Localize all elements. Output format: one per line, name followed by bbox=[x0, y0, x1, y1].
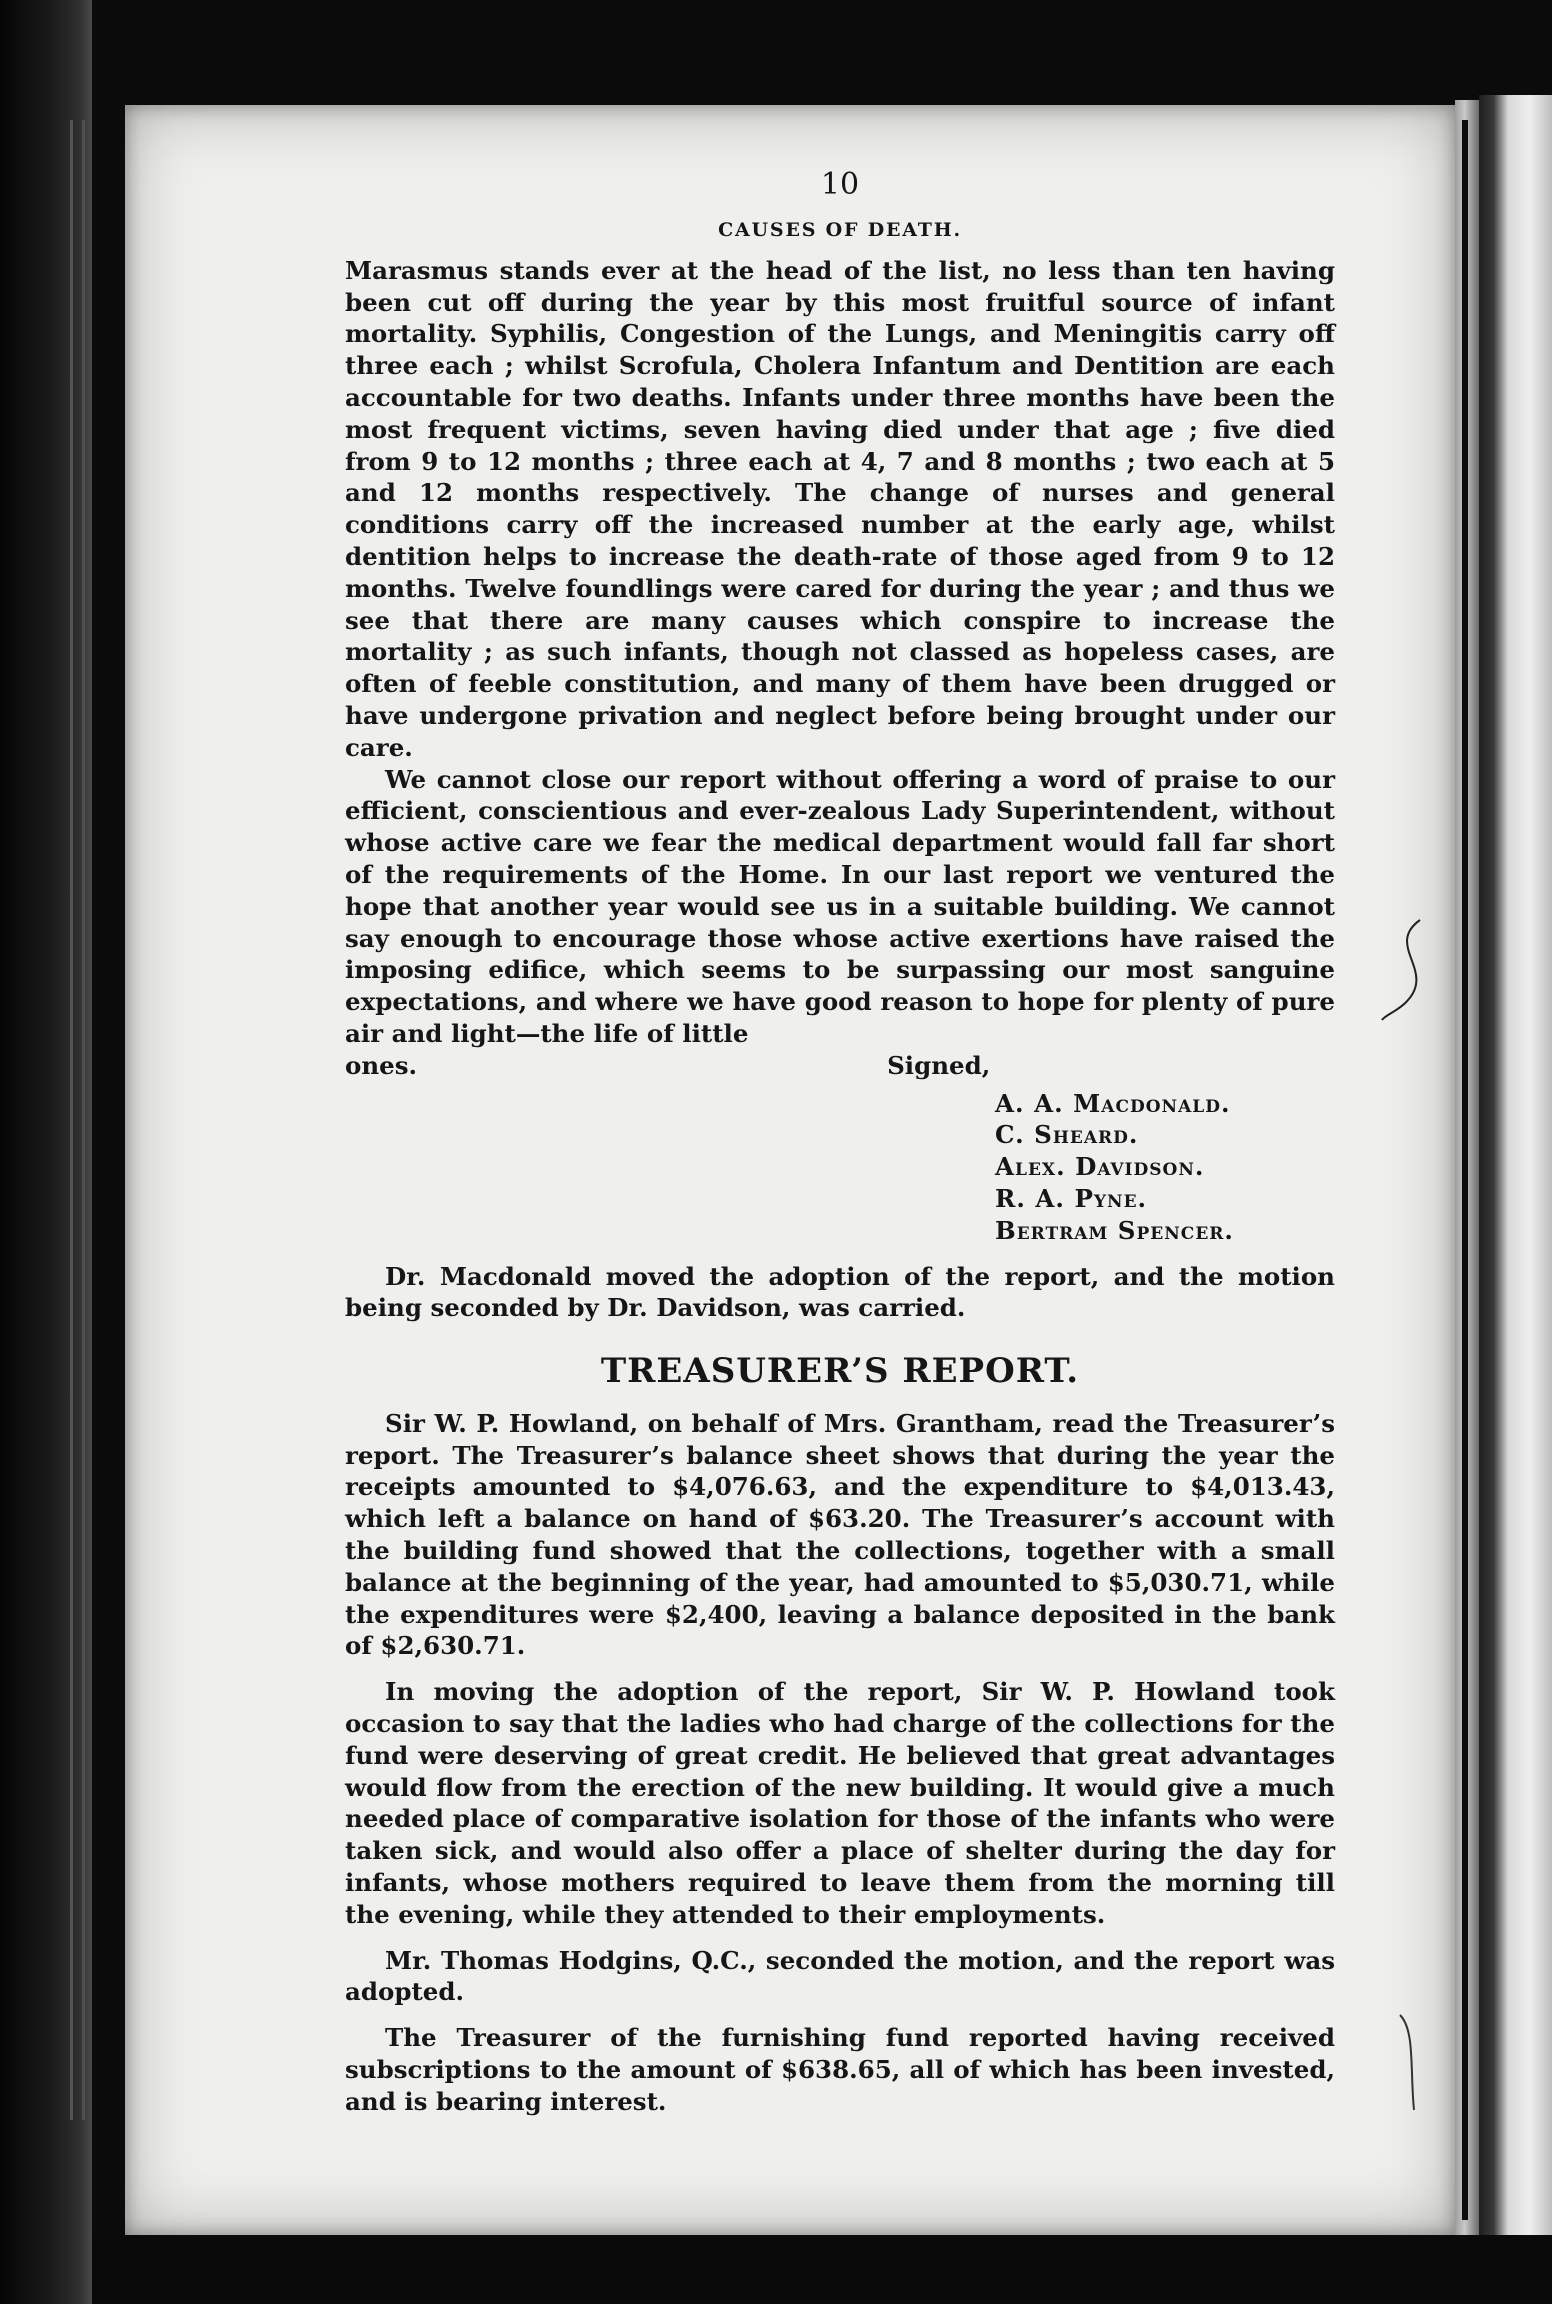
praise-closing-word: ones. bbox=[345, 1050, 418, 1080]
adoption-paragraph: Dr. Macdonald moved the adoption of the report, and the motion being seconded by Dr. Davidson, was carried. bbox=[345, 1261, 1335, 1323]
page-number: 10 bbox=[820, 167, 860, 202]
scan-bottom-border bbox=[92, 2235, 1552, 2304]
hodgins-paragraph: Mr. Thomas Hodgins, Q.C., seconded the motion, and the report was adopted. bbox=[345, 1945, 1335, 2007]
section-heading-causes-of-death: CAUSES OF DEATH. bbox=[718, 219, 962, 241]
signatory: Bertram Spencer. bbox=[995, 1215, 1234, 1245]
scan-streak bbox=[82, 120, 85, 2120]
page-edge-line bbox=[1462, 120, 1468, 2220]
handwritten-mark bbox=[1390, 2010, 1430, 2120]
signed-line bbox=[345, 1050, 1335, 1082]
treasurer-report-paragraph: Sir W. P. Howland, on behalf of Mrs. Grantham, read the Treasurer’s report. The Treasurer’s balance sheet shows that during the year the receipts amounted to $4,076.63, and the expenditure to $4,013.43, which left a balance on hand of $63.20. The Treasurer’s account with the building fund showed that the collections, together with a small balance at the beginning of the year, had amounted to $5,030.71, while the expenditures were $2,400, leaving a balance deposited in the bank of $2,630.71. bbox=[345, 1408, 1335, 1661]
moving-adoption-paragraph: In moving the adoption of the report, Sir W. P. Howland took occasion to say that the ladies who had charge of the collections for the fund were deserving of great credit. He believed that great advantages would flow from the erection of the new building. It would give a much needed place of comparative isolation for those of the infants who were taken sick, and would also offer a place of shelter during the day for infants, whose mothers required to leave them from the morning till the evening, while they attended to their employments. bbox=[345, 1677, 1335, 1929]
facing-page-edge bbox=[1479, 95, 1552, 2255]
signatory: C. Sheard. bbox=[995, 1120, 1139, 1150]
signatory: A. A. Macdonald. bbox=[995, 1088, 1231, 1118]
signatory: R. A. Pyne. bbox=[995, 1183, 1148, 1213]
signatory: Alex. Davidson. bbox=[995, 1152, 1205, 1182]
signatory-list bbox=[345, 1088, 1335, 1247]
treasurer-report-heading: TREASURER’S REPORT. bbox=[600, 1351, 1080, 1392]
causes-of-death-paragraph: Marasmus stands ever at the head of the list, no less than ten having been cut off during the year by this most fruitful source of infant mortality. Syphilis, Congestion of the Lungs, and Meningitis carry off three each ; whilst Scrofula, Cholera Infantum and Dentition are each accountable for two deaths. Infants under three months have been the most frequent victims, seven having died under that age ; five died from 9 to 12 months ; three each at 4, 7 and 8 months ; two each at 5 and 12 months respectively. The change of nurses and general conditions carry off the increased number at the early age, whilst dentition helps to increase the death-rate of those aged from 9 to 12 months. Twelve foundlings were cared for during the year ; and thus we see that there are many causes which conspire to increase the mortality ; as such infants, though not classed as hopeless cases, are often of feeble constitution, and many of them have been drugged or have undergone privation and neglect before being brought under our care. bbox=[345, 255, 1335, 762]
signed-label: Signed, bbox=[887, 1050, 991, 1080]
furnishing-fund-paragraph: The Treasurer of the furnishing fund reported having received subscriptions to the amount of $638.65, all of which has been invested, and is bearing interest. bbox=[345, 2023, 1335, 2116]
page-content bbox=[345, 155, 1335, 2118]
handwritten-bracket-mark bbox=[1380, 910, 1450, 1035]
scan-left-binding bbox=[0, 0, 92, 2304]
scan-streak bbox=[70, 120, 73, 2120]
praise-paragraph: We cannot close our report without offering a word of praise to our efficient, conscientious and ever-zealous Lady Superintendent, without whose active care we fear the medical department would fall far short of the requirements of the Home. In our last report we ventured the hope that another year would see us in a suitable building. We cannot say enough to encourage those whose active exertions have raised the imposing edifice, which seems to be surpassing our most sanguine expectations, and where we have good reason to hope for plenty of pure air and light—the life of little bbox=[345, 764, 1335, 1048]
